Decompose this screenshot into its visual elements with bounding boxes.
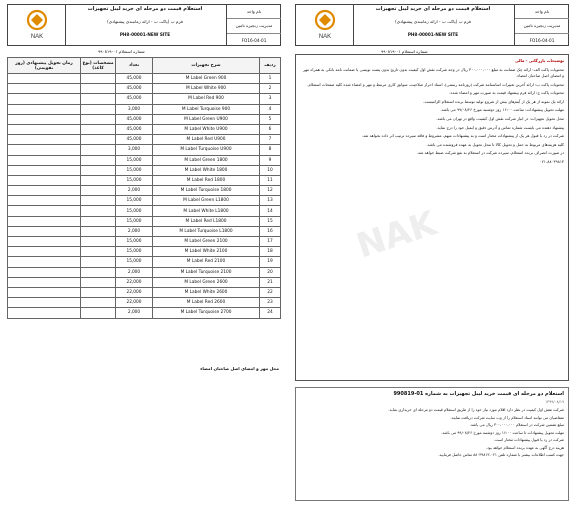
- cell-spec: [81, 114, 116, 124]
- cell-qty: 45,000: [116, 114, 153, 124]
- notice-line: مبلغ تضمین شرکت در استعلام ۳۰۰،۰۰۰،۰۰۰ ریال می باشد.: [469, 422, 564, 427]
- cell-delivery: [8, 247, 81, 257]
- table-row: [8, 74, 281, 84]
- cell-description: M Label Turquoise 2700: [153, 308, 260, 318]
- notice-line: جهت کسب اطلاعات بیشتر با شماره تلفن ۰۲۱-۸۸۰۳۹۸۱۳ تماس حاصل فرمایید.: [438, 452, 564, 457]
- unit-box-right: [514, 5, 569, 46]
- col-delivery: زمان تحویل پیشنهادی (روز تقویمی): [8, 58, 81, 74]
- notice-date: ۱۳۹۹/۰۸/۱۹: [545, 399, 564, 404]
- cell-description: M Label Red U900: [153, 135, 260, 145]
- cell-qty: 2,000: [116, 267, 153, 277]
- cell-description: M Label Turquoise L1800: [153, 226, 260, 236]
- unit-box: [226, 5, 281, 46]
- desc-paragraph: محل تحویل تجهیزات: در انبار شرکت نقش اول کیفیت، واقع در تهران می باشد.: [436, 115, 564, 121]
- cell-delivery: [8, 84, 81, 94]
- cell-row: 11: [260, 175, 281, 185]
- cell-delivery: [8, 216, 81, 226]
- watermark: NAK: [351, 203, 442, 267]
- cell-description: M Label Green 1800: [153, 155, 260, 165]
- cell-spec: [81, 206, 116, 216]
- cell-spec: [81, 145, 116, 155]
- cell-delivery: [8, 145, 81, 155]
- col-spec: مشخصات (نوع کاغذ): [81, 58, 116, 74]
- cell-description: M Label Red 1800: [153, 175, 260, 185]
- cell-qty: 2,000: [116, 308, 153, 318]
- cell-spec: [81, 237, 116, 247]
- cell-delivery: [8, 104, 81, 114]
- cell-row: 7: [260, 135, 281, 145]
- table-row: [8, 267, 281, 277]
- cell-spec: [81, 216, 116, 226]
- cell-description: M Label Red 2600: [153, 298, 260, 308]
- cell-row: 23: [260, 298, 281, 308]
- desc-paragraphs: [300, 67, 564, 157]
- cell-qty: 2,000: [116, 186, 153, 196]
- table-row: [8, 186, 281, 196]
- cell-delivery: [8, 74, 81, 84]
- cell-delivery: [8, 135, 81, 145]
- cell-spec: [81, 175, 116, 185]
- cell-row: 19: [260, 257, 281, 267]
- cell-description: M Label Turquoise 900: [153, 104, 260, 114]
- cell-qty: 45,000: [116, 124, 153, 134]
- table-row: [8, 247, 281, 257]
- cell-delivery: [8, 124, 81, 134]
- company-logo: [8, 5, 66, 46]
- cell-qty: 15,000: [116, 165, 153, 175]
- table-row: [8, 206, 281, 216]
- table-row: [8, 155, 281, 165]
- cell-delivery: [8, 226, 81, 236]
- cell-description: M Label White 1800: [153, 165, 260, 175]
- cell-row: 10: [260, 165, 281, 175]
- desc-paragraph: پیشنهاد دهنده می بایست شماره تماس و آدرس دقیق و ایمیل خود را درج نماید.: [436, 124, 564, 130]
- cell-delivery: [8, 298, 81, 308]
- svg-text:NAK: NAK: [318, 34, 331, 40]
- cell-description: M Label Red 2100: [153, 257, 260, 267]
- cell-spec: [81, 298, 116, 308]
- notice-box: [295, 387, 569, 501]
- desc-paragraph: کلیه هزینه‌های مربوط به حمل و تحویل کالا تا محل تحویل به عهده فروشنده می باشد.: [426, 141, 564, 147]
- cell-row: 4: [260, 104, 281, 114]
- desc-paragraph: محتویات پاکت ب: ارائه آخرین تغییرات اساسنامه شرکت (روزنامه رسمی)، اسناد احراز صلاحیت، سوابق کاری مرتبط و مهر و امضاء شده کلیه صفحات استعلام.: [307, 81, 564, 87]
- cell-spec: [81, 74, 116, 84]
- cell-delivery: [8, 308, 81, 318]
- cell-row: 16: [260, 226, 281, 236]
- table-row: [8, 257, 281, 267]
- cell-spec: [81, 277, 116, 287]
- items-body: [8, 74, 281, 319]
- cell-description: M Label White 900: [153, 84, 260, 94]
- cell-description: M Label Red 900: [153, 94, 260, 104]
- cell-row: 3: [260, 94, 281, 104]
- cell-qty: 22,000: [116, 277, 153, 287]
- cell-spec: [81, 308, 116, 318]
- table-row: [8, 124, 281, 134]
- cell-row: 6: [260, 124, 281, 134]
- table-row: [8, 145, 281, 155]
- cell-row: 5: [260, 114, 281, 124]
- document-header: [7, 4, 281, 46]
- cell-delivery: [8, 237, 81, 247]
- desc-paragraph: محتویات پاکت ج: ارائه فرم پیشنهاد قیمت به صورت مهر و امضاء شده.: [449, 90, 564, 96]
- notice-title: استعلام دو مرحله ای قیمت خرید لیبل تجهیزات به شماره 01-990819: [393, 391, 564, 397]
- cell-spec: [81, 84, 116, 94]
- table-row: [8, 237, 281, 247]
- cell-delivery: [8, 175, 81, 185]
- cell-row: 21: [260, 277, 281, 287]
- cell-row: 22: [260, 287, 281, 297]
- cell-description: M Label Green 2100: [153, 237, 260, 247]
- cell-description: M Label Turquoise 1800: [153, 186, 260, 196]
- cell-qty: 45,000: [116, 74, 153, 84]
- cell-qty: 15,000: [116, 196, 153, 206]
- cell-spec: [81, 257, 116, 267]
- table-row: [8, 175, 281, 185]
- cell-row: 12: [260, 186, 281, 196]
- cell-spec: [81, 247, 116, 257]
- cell-row: 1: [260, 74, 281, 84]
- cell-spec: [81, 155, 116, 165]
- cell-description: M Label White L1800: [153, 206, 260, 216]
- table-row: [8, 277, 281, 287]
- cell-qty: 15,000: [116, 257, 153, 267]
- col-qty: تعداد: [116, 58, 153, 74]
- notice-line: شرکت نقش اول کیفیت در نظر دارد اقلام مورد نیاز خود را از طریق استعلام قیمت دو مرحله ای خریداری نماید.: [388, 407, 564, 412]
- cell-spec: [81, 94, 116, 104]
- cell-qty: 15,000: [116, 216, 153, 226]
- notice-line: متقاضیان می توانند اسناد استعلام را از وب سایت شرکت دریافت نمایند.: [450, 414, 564, 420]
- unit-value: مدیریت زنجیره تامین: [227, 19, 281, 33]
- contact-phone: ۰۲۱-۸۸۰۳۹۸۱۳: [539, 158, 564, 164]
- unit-label: نام واحد: [515, 5, 569, 19]
- inquiry-ref-right: شماره استعلام ۰۱-۹۹۰۸۱۹: [381, 49, 428, 54]
- signature-label: محل مهر و امضای اصل صاحبان امضاء: [200, 366, 279, 371]
- desc-paragraph: در صورت انصراف برنده استعلام، سپرده شرکت در استعلام به نفع شرکت ضبط خواهد شد.: [416, 150, 564, 156]
- cell-spec: [81, 186, 116, 196]
- cell-row: 8: [260, 145, 281, 155]
- cell-delivery: [8, 165, 81, 175]
- document-page-commercial: [291, 4, 573, 501]
- table-row: [8, 196, 281, 206]
- cell-row: 24: [260, 308, 281, 318]
- col-description: شرح تجهیزات: [153, 58, 260, 74]
- cell-row: 14: [260, 206, 281, 216]
- cell-delivery: [8, 196, 81, 206]
- cell-spec: [81, 196, 116, 206]
- unit-value: مدیریت زنجیره تامین: [515, 19, 569, 33]
- cell-qty: 15,000: [116, 175, 153, 185]
- table-row: [8, 84, 281, 94]
- cell-description: M Label Green 2600: [153, 277, 260, 287]
- desc-paragraph: مهلت تحویل پیشنهادات: ساعت ۱۶:۰۰ روز دوشنبه مورخ ۹۹/۰۸/۲۶ می باشد.: [440, 107, 564, 113]
- table-header-row: [8, 58, 281, 74]
- cell-spec: [81, 226, 116, 236]
- cell-qty: 3,000: [116, 145, 153, 155]
- nak-logo-icon: [297, 5, 353, 45]
- document-header-right: [295, 4, 569, 46]
- table-row: [8, 94, 281, 104]
- cell-qty: 45,000: [116, 94, 153, 104]
- unit-label: نام واحد: [227, 5, 281, 19]
- cell-description: M Label White 2100: [153, 247, 260, 257]
- doc-code: FO16-04-01: [241, 37, 267, 43]
- nak-logo-icon: [9, 5, 65, 45]
- cell-delivery: [8, 287, 81, 297]
- cell-spec: [81, 135, 116, 145]
- cell-spec: [81, 267, 116, 277]
- company-logo-right: [296, 5, 354, 46]
- cell-qty: 22,000: [116, 287, 153, 297]
- cell-qty: 22,000: [116, 298, 153, 308]
- cell-qty: 15,000: [116, 206, 153, 216]
- cell-qty: 15,000: [116, 155, 153, 165]
- desc-paragraph: ارائه یک نمونه از هر یک از آیتم‌های بیش از شروع تولید توسط برنده استعلام الزامیست.: [423, 98, 564, 104]
- cell-description: M Label Green U900: [153, 114, 260, 124]
- doc-title-right: استعلام قیمت دو مرحله ای خرید لیبل تجهیزات: [375, 6, 491, 12]
- cell-delivery: [8, 114, 81, 124]
- cell-description: M Label Red L1800: [153, 216, 260, 226]
- cell-delivery: [8, 257, 81, 267]
- table-row: [8, 165, 281, 175]
- cell-delivery: [8, 186, 81, 196]
- notice-lines: [300, 407, 564, 458]
- cell-row: 20: [260, 267, 281, 277]
- cell-delivery: [8, 277, 81, 287]
- inquiry-ref: شماره استعلام ۰۱-۹۹۰۸۱۹: [98, 49, 145, 54]
- cell-delivery: [8, 267, 81, 277]
- cell-row: 13: [260, 196, 281, 206]
- col-row: ردیف: [260, 58, 281, 74]
- cell-spec: [81, 104, 116, 114]
- table-row: [8, 216, 281, 226]
- form-code-right: PH8-00001-NEW SITE: [407, 32, 459, 37]
- cell-row: 17: [260, 237, 281, 247]
- doc-title: استعلام قیمت دو مرحله ای خرید لیبل تجهیزات: [87, 6, 203, 12]
- table-row: [8, 298, 281, 308]
- cell-row: 2: [260, 84, 281, 94]
- doc-code: FO16-04-01: [529, 37, 555, 43]
- cell-description: M Label White 2600: [153, 287, 260, 297]
- table-row: [8, 308, 281, 318]
- cell-description: M Label Green L1800: [153, 196, 260, 206]
- cell-spec: [81, 287, 116, 297]
- cell-qty: 3,000: [116, 104, 153, 114]
- cell-description: M Label White U900: [153, 124, 260, 134]
- table-row: [8, 104, 281, 114]
- form-name-right: فرم ب (پاکت ب - ارائه زمانبندی پیشنهادی): [395, 19, 471, 24]
- cell-description: M Label Green 900: [153, 74, 260, 84]
- cell-row: 9: [260, 155, 281, 165]
- cell-row: 15: [260, 216, 281, 226]
- desc-paragraph: شرکت در رد یا قبول هر یک از پیشنهادات مختار است و به پیشنهادات مبهم، مشروط و فاقد سپرده ترتیب اثر داده نخواهد شد.: [361, 133, 564, 139]
- cell-qty: 45,000: [116, 84, 153, 94]
- notice-line: شرکت در رد یا قبول پیشنهادات مختار است.: [494, 437, 564, 442]
- cell-delivery: [8, 155, 81, 165]
- form-code: PH8-00001-NEW SITE: [119, 32, 171, 37]
- table-row: [8, 287, 281, 297]
- form-name: فرم ب (پاکت ب - ارائه زمانبندی پیشنهادی): [107, 19, 183, 24]
- svg-text:NAK: NAK: [30, 34, 43, 40]
- cell-qty: 15,000: [116, 247, 153, 257]
- items-table: [7, 57, 281, 319]
- cell-delivery: [8, 94, 81, 104]
- table-row: [8, 226, 281, 236]
- table-row: [8, 135, 281, 145]
- document-page-form-b: [3, 4, 285, 501]
- desc-title: توضیحات بازرگانی - مالی: [515, 58, 564, 63]
- table-row: [8, 114, 281, 124]
- cell-description: M Label Turquoise U900: [153, 145, 260, 155]
- cell-delivery: [8, 206, 81, 216]
- notice-line: مهلت تحویل پیشنهادات تا ساعت ۱۶:۰۰ روز دوشنبه مورخ ۹۹/۰۸/۲۶ می باشد.: [441, 429, 564, 435]
- commercial-terms-box: [295, 54, 569, 381]
- cell-qty: 2,000: [116, 226, 153, 236]
- cell-spec: [81, 124, 116, 134]
- desc-paragraph: محتویات پاکت الف: ارائه چک ضمانت به مبلغ ۳۰۰،۰۰۰،۰۰۰ ریال در وجه شرکت نقش اول کیفیت بدون تاریخ بدون پشت نویسی یا ضمانت نامه بانکی به همراه مهر و امضای اصل صاحبان امضاء.: [303, 66, 564, 78]
- cell-spec: [81, 165, 116, 175]
- cell-description: M Label Turquoise 2100: [153, 267, 260, 277]
- cell-row: 18: [260, 247, 281, 257]
- cell-qty: 15,000: [116, 237, 153, 247]
- cell-qty: 45,000: [116, 135, 153, 145]
- notice-line: هزینه درج آگهی به عهده برنده استعلام خواهد بود.: [485, 444, 564, 450]
